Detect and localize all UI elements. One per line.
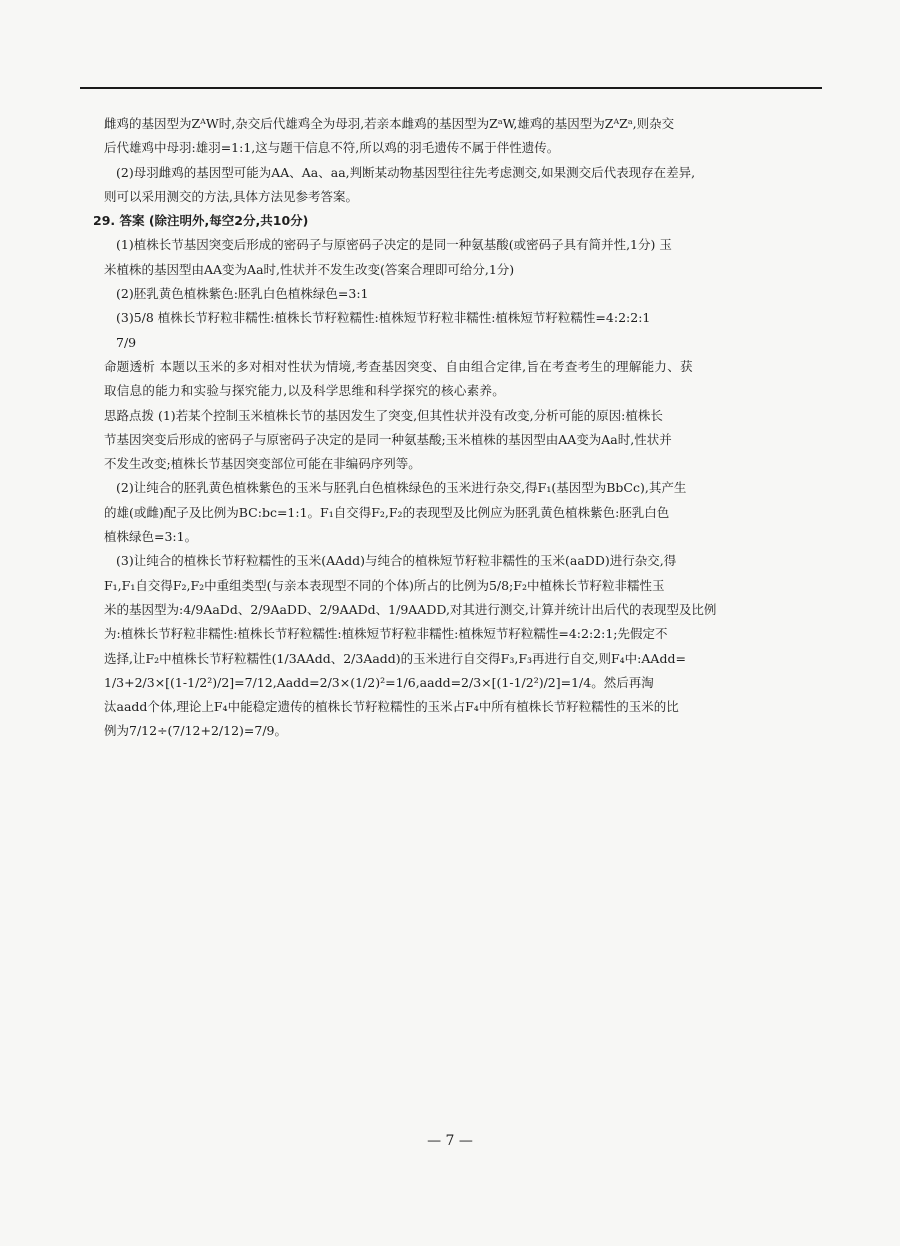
question-29-header: 29. 答案 (除注明外,每空2分,共10分): [93, 213, 309, 229]
text-line: 则可以采用测交的方法,具体方法见参考答案。: [104, 188, 358, 204]
text-line: (2)让纯合的胚乳黄色植株紫色的玉米与胚乳白色植株绿色的玉米进行杂交,得F₁(基因型为BbCc),其产生: [116, 480, 687, 496]
analysis-heading-line: 命题透析 本题以玉米的多对相对性状为情境,考查基因突变、自由组合定律,旨在考查考生的理解能力、获: [104, 358, 693, 374]
text-line: 后代雄鸡中母羽:雄羽=1:1,这与题干信息不符,所以鸡的羽毛遗传不属于伴性遗传。: [104, 140, 560, 156]
text-line: 雌鸡的基因型为ZᴬW时,杂交后代雄鸡全为母羽,若亲本雌鸡的基因型为ZᵃW,雄鸡的基因型为ZᴬZᵃ,则杂交: [104, 116, 675, 131]
text-line: 米植株的基因型由AA变为Aa时,性状并不发生改变(答案合理即可给分,1分): [104, 261, 515, 277]
text-line: 例为7/12÷(7/12+2/12)=7/9。: [104, 723, 288, 739]
text-line: 米的基因型为:4/9AaDd、2/9AaDD、2/9AADd、1/9AADD,对其进行测交,计算并统计出后代的表现型及比例: [104, 601, 717, 617]
text-line: 汰aadd个体,理论上F₄中能稳定遗传的植株长节籽粒糯性的玉米占F₄中所有植株长节籽粒糯性的玉米的比: [104, 699, 679, 715]
text-line: 7/9: [116, 334, 137, 350]
page-number: — 7 —: [427, 1133, 473, 1149]
text-line: 植株绿色=3:1。: [104, 529, 198, 545]
header-rule: [80, 87, 822, 89]
text-line: 1/3+2/3×[(1-1/2²)/2]=7/12,Aadd=2/3×(1/2)²=1/6,aadd=2/3×[(1-1/2²)/2]=1/4。然后再淘: [104, 674, 654, 690]
text-line: (2)母羽雌鸡的基因型可能为AA、Aa、aa,判断某动物基因型往往先考虑测交,如果测交后代表现存在差异,: [116, 164, 696, 180]
text-line: 为:植株长节籽粒非糯性:植株长节籽粒糯性:植株短节籽粒非糯性:植株短节籽粒糯性=4:2:2:1;先假定不: [104, 626, 668, 642]
answer-content: [93, 112, 806, 744]
text-line: (3)让纯合的植株长节籽粒糯性的玉米(AAdd)与纯合的植株短节籽粒非糯性的玉米(aaDD)进行杂交,得: [116, 553, 677, 569]
hint-heading-line: 思路点拨 (1)若某个控制玉米植株长节的基因发生了突变,但其性状并没有改变,分析可能的原因:植株长: [104, 407, 663, 423]
text-line: 选择,让F₂中植株长节籽粒糯性(1/3AAdd、2/3Aadd)的玉米进行自交得F₃,F₃再进行自交,则F₄中:AAdd=: [104, 650, 686, 666]
text-line: (3)5/8 植株长节籽粒非糯性:植株长节籽粒糯性:植株短节籽粒非糯性:植株短节籽粒糯性=4:2:2:1: [116, 310, 651, 326]
text-line: 的雄(或雌)配子及比例为BC:bc=1:1。F₁自交得F₂,F₂的表现型及比例应为胚乳黄色植株紫色:胚乳白色: [104, 504, 670, 520]
text-line: 节基因突变后形成的密码子与原密码子决定的是同一种氨基酸;玉米植株的基因型由AA变为Aa时,性状并: [104, 431, 672, 447]
text-line: F₁,F₁自交得F₂,F₂中重组类型(与亲本表现型不同的个体)所占的比例为5/8;F₂中植株长节籽粒非糯性玉: [104, 577, 665, 593]
text-line: (2)胚乳黄色植株紫色:胚乳白色植株绿色=3:1: [116, 286, 369, 302]
text-line: 取信息的能力和实验与探究能力,以及科学思维和科学探究的核心素养。: [104, 383, 506, 399]
text-line: 不发生改变;植株长节基因突变部位可能在非编码序列等。: [104, 456, 421, 472]
text-line: (1)植株长节基因突变后形成的密码子与原密码子决定的是同一种氨基酸(或密码子具有简并性,1分) 玉: [116, 237, 672, 253]
